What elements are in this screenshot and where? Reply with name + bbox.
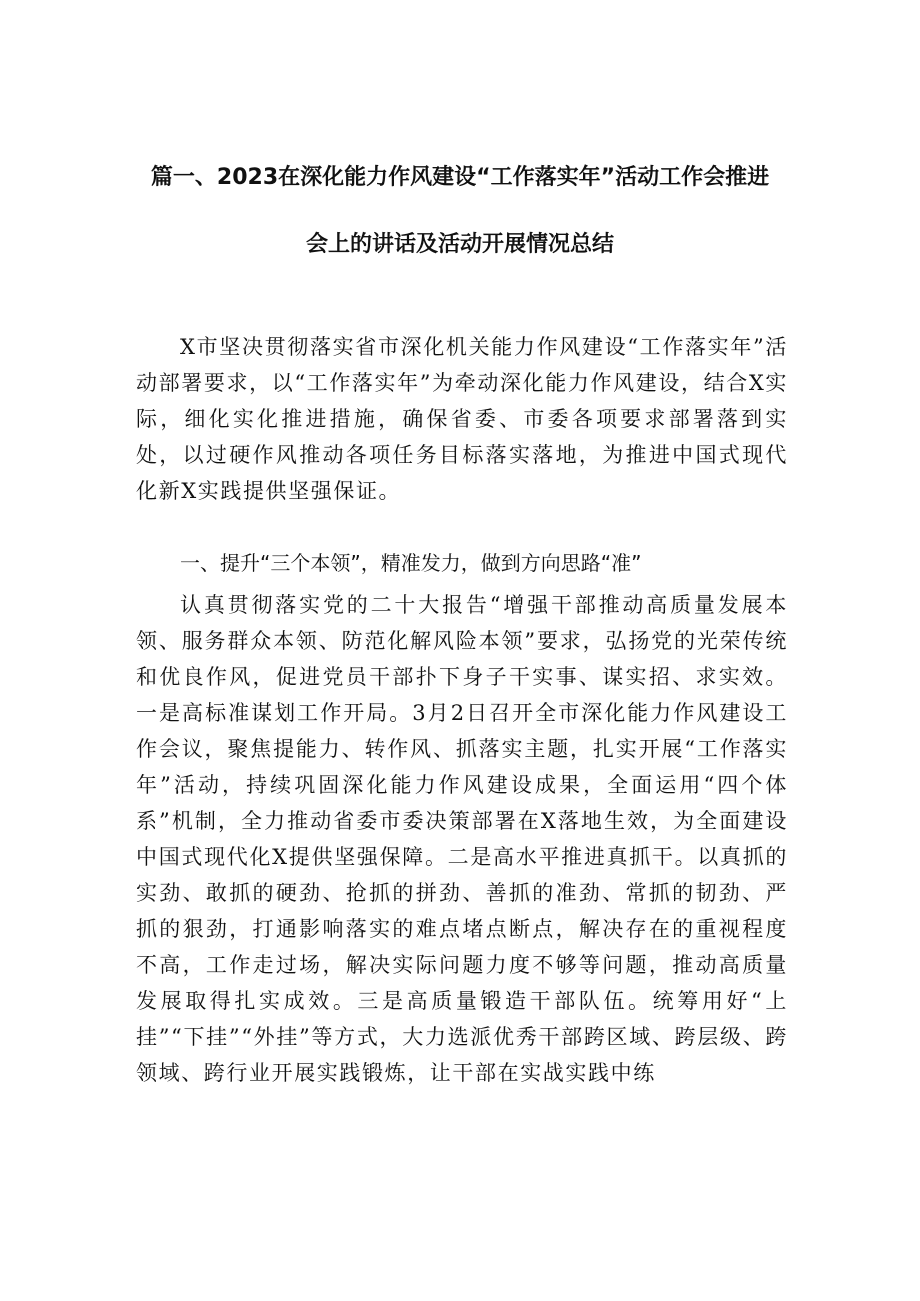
intro-paragraph: X市坚决贯彻落实省市深化机关能力作风建设“工作落实年”活动部署要求，以“工作落实年”为牵动深化能力作风建设，结合X实际，细化实化推进措施，确保省委、市委各项要求部署落到实处，以过硬作风推动各项任务目标落实落地，为推进中国式现代化新X实践提供坚强保证。 [136, 335, 788, 503]
document-title-line-1: 篇一、2023在深化能力作风建设“工作落实年”活动工作会推进 [150, 165, 770, 190]
section-1-paragraph: 认真贯彻落实党的二十大报告“增强干部推动高质量发展本领、服务群众本领、防范化解风险本领”要求，弘扬党的光荣传统和优良作风，促进党员干部扑下身子干实事、谋实招、求实效。一是高标准谋划工作开局。3月2日召开全市深化能力作风建设工作会议，聚焦提能力、转作风、抓落实主题，扎实开展“工作落实年”活动，持续巩固深化能力作风建设成果，全面运用“四个体系”机制，全力推动省委市委决策部署在X落地生效，为全面建设中国式现代化X提供坚强保障。二是高水平推进真抓干。以真抓的实劲、敢抓的硬劲、抢抓的拼劲、善抓的准劲、常抓的韧劲、严抓的狠劲，打通影响落实的难点堵点断点，解决存在的重视程度不高，工作走过场，解决实际问题力度不够等问题，推动高质量发展取得扎实成效。三是高质量锻造干部队伍。统筹用好“上挂”“下挂”“外挂”等方式，大力选派优秀干部跨区域、跨层级、跨领域、跨行业开展实践锻炼，让干部在实战实践中练 [136, 593, 788, 1085]
document-title-line-2: 会上的讲话及活动开展情况总结 [305, 232, 614, 257]
section-heading-1: 一、提升“三个本领”，精准发力，做到方向思路“准” [180, 551, 642, 575]
